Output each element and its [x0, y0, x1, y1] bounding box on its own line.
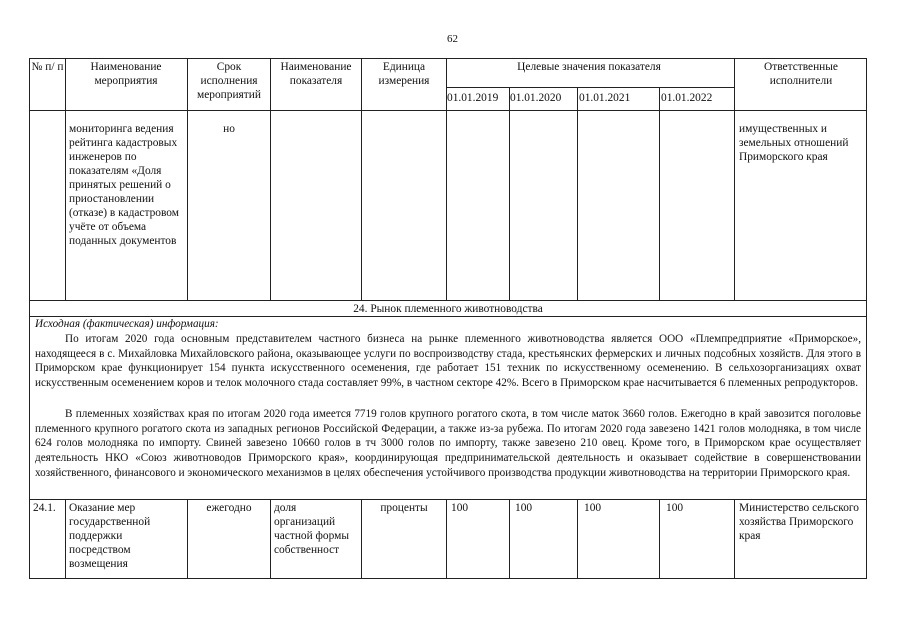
col-sep	[270, 58, 271, 300]
header-date: 01.01.2021	[579, 92, 631, 104]
continued-term: но	[223, 123, 235, 135]
section-title: 24. Рынок племенного животноводства	[353, 303, 543, 315]
info-bottom	[29, 499, 867, 500]
row-responsible: Министерство сельского хозяйства Приморского края	[739, 502, 859, 542]
header-bottom	[29, 110, 867, 111]
row-value-2019: 100	[451, 502, 469, 514]
info-paragraph	[35, 407, 861, 481]
col-sep	[659, 87, 660, 300]
header-date: 01.01.2020	[510, 92, 562, 104]
col-sep	[446, 499, 447, 579]
table-border-top	[29, 58, 867, 59]
row-value-2021: 100	[584, 502, 602, 514]
header-date: 01.01.2019	[447, 92, 499, 104]
table-border-right	[866, 58, 867, 579]
row-unit: проценты	[380, 502, 428, 514]
measures-table	[29, 58, 867, 579]
row-term: ежегодно	[206, 502, 252, 514]
col-sep	[577, 499, 578, 579]
col-sep	[659, 499, 660, 579]
col-sep	[65, 58, 66, 300]
col-sep	[361, 499, 362, 579]
header-indicator: Наименование показателя	[280, 61, 352, 87]
row-value-2020: 100	[515, 502, 533, 514]
row-name: Оказание мер государственной поддержки посредством возмещения	[69, 502, 151, 570]
header-responsible: Ответственные исполнители	[764, 61, 838, 87]
info-paragraph-text: По итогам 2020 года основным представителем частного бизнеса на рынке племенного животноводства является ООО «Племпредприятие «Приморское», находящееся в с. Михайловка Михайловского района, оказывающее услуги по воспроизводству стада, крестьянских фермерских и личных подсобных хозяйств. Для этого в Приморском крае функционирует 154 пункта искусственного осеменения, где работает 151 техник по искусственному осеменению. В сельхозорганизациях охват искусственным осеменением коров и телок молочного стада составляет 99%, в частном секторе 42%. Всего в Приморском крае насчитывается 6 племенных репродукторов.	[35, 333, 861, 390]
header-num: № п/ п	[31, 61, 64, 73]
header-name: Наименование мероприятия	[90, 61, 162, 87]
col-sep	[187, 499, 188, 579]
col-sep	[65, 499, 66, 579]
header-term: Срок исполнения мероприятий	[197, 61, 261, 101]
info-paragraph-text: В племенных хозяйствах края по итогам 2020 года имеется 7719 голов крупного рогатого скота, в том числе маток 3660 голов. Ежегодно в край завозится поголовье племенного крупного рогатого скота из западных регионов Российской Федерации, а также из-за рубежа. По итогам 2020 года завезено 1421 голов молодняка, в том числе 624 голов молодняка по импорту. Свиней завезено 10660 голов в тч 3000 голов по импорту, также завезено 210 овец. Кроме того, в Приморском крае осуществляет деятельность НКО «Союз животноводов Приморского края», координирующая предпринимательской деятельность и оказывает содействие в совершенствовании хозяйственного, финансового и экономического механизмов в целях обеспечения устойчивого производства продукции животноводства на территории Приморского края.	[35, 408, 861, 479]
section-top	[29, 300, 867, 301]
continued-responsible: имущественных и земельных отношений Приморского края	[739, 123, 849, 163]
col-sep	[509, 499, 510, 579]
col-sep	[734, 499, 735, 579]
info-label: Исходная (фактическая) информация:	[35, 318, 219, 330]
col-sep	[270, 499, 271, 579]
continued-name: мониторинга ведения рейтинга кадастровых инженеров по показателям «Доля принятых решений о приостановлении (отказе) в кадастровом учёте от объема поданных документов	[69, 123, 179, 247]
col-sep	[361, 58, 362, 300]
header-targets: Целевые значения показателя	[517, 61, 661, 73]
table-border-bottom	[29, 578, 867, 579]
info-paragraph	[35, 332, 861, 391]
page-number: 62	[447, 33, 458, 45]
col-sep	[734, 58, 735, 300]
row-num: 24.1.	[33, 502, 56, 514]
row-indicator: доля организаций частной формы собственност	[274, 502, 350, 556]
row-value-2022: 100	[666, 502, 684, 514]
targets-divider	[446, 87, 734, 88]
header-date: 01.01.2022	[661, 92, 713, 104]
header-unit: Единица измерения	[378, 61, 430, 87]
col-sep	[509, 87, 510, 300]
table-border-left	[29, 58, 30, 579]
col-sep	[577, 87, 578, 300]
col-sep	[187, 58, 188, 300]
